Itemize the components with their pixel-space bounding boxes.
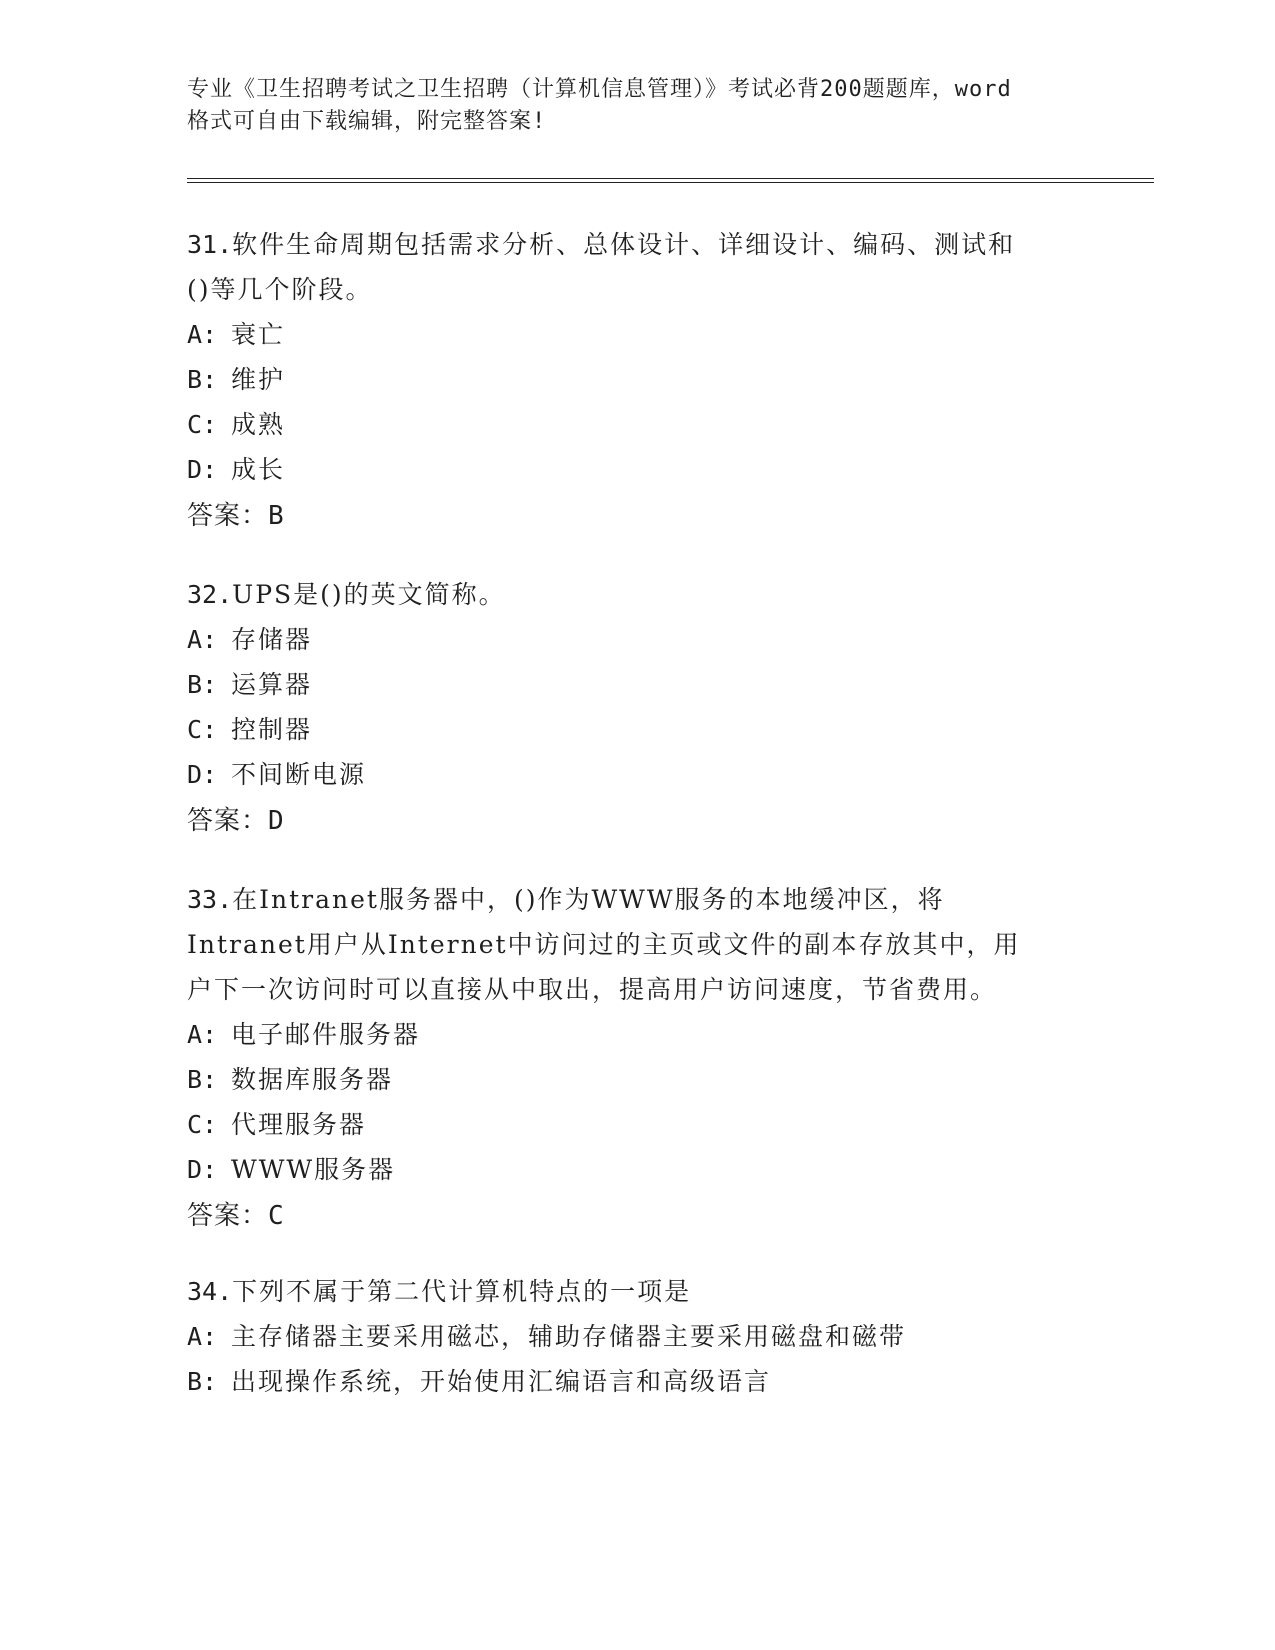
answer-value: C bbox=[268, 1201, 285, 1231]
option-key: B: bbox=[187, 1065, 218, 1094]
option-a bbox=[187, 617, 1087, 662]
question-line: Intranet用户从Internet中访问过的主页或文件的副本存放其中，用 bbox=[187, 930, 1021, 959]
option-d bbox=[187, 1147, 1087, 1192]
option-text: 不间断电源 bbox=[231, 760, 367, 789]
question-line: ()等几个阶段。 bbox=[187, 275, 373, 304]
option-b bbox=[187, 1359, 1087, 1404]
question-number: 32. bbox=[187, 580, 233, 609]
question-34 bbox=[187, 1269, 1087, 1404]
option-text: 控制器 bbox=[231, 715, 313, 744]
option-text: WWW服务器 bbox=[231, 1155, 396, 1184]
option-key: C: bbox=[187, 1110, 218, 1139]
question-line: 户下一次访问时可以直接从中取出，提高用户访问速度，节省费用。 bbox=[187, 975, 998, 1004]
question-line: 下列不属于第二代计算机特点的一项是 bbox=[232, 1277, 692, 1306]
answer-line bbox=[187, 799, 1087, 844]
answer-label: 答案： bbox=[187, 1201, 269, 1231]
question-number: 34. bbox=[187, 1277, 233, 1306]
option-key: C: bbox=[187, 715, 218, 744]
option-b bbox=[187, 357, 1087, 402]
option-a bbox=[187, 1314, 1087, 1359]
question-text bbox=[187, 222, 1087, 267]
option-c bbox=[187, 1102, 1087, 1147]
option-key: D: bbox=[187, 760, 218, 789]
option-key: D: bbox=[187, 1155, 218, 1184]
answer-line bbox=[187, 494, 1087, 539]
option-key: B: bbox=[187, 670, 218, 699]
option-key: D: bbox=[187, 455, 218, 484]
option-b bbox=[187, 1057, 1087, 1102]
option-c bbox=[187, 707, 1087, 752]
question-text bbox=[187, 877, 1087, 922]
question-33 bbox=[187, 877, 1087, 1239]
option-key: B: bbox=[187, 365, 218, 394]
option-b bbox=[187, 662, 1087, 707]
option-key: B: bbox=[187, 1367, 218, 1396]
option-text: 维护 bbox=[231, 365, 286, 394]
question-line: UPS是()的英文简称。 bbox=[232, 580, 506, 609]
question-line: 软件生命周期包括需求分析、总体设计、详细设计、编码、测试和 bbox=[232, 230, 1016, 259]
option-text: 衰亡 bbox=[231, 320, 286, 349]
option-key: A: bbox=[187, 1020, 218, 1049]
option-d bbox=[187, 447, 1087, 492]
option-key: A: bbox=[187, 625, 218, 654]
question-32 bbox=[187, 572, 1087, 844]
option-text: 成长 bbox=[231, 455, 286, 484]
option-text: 成熟 bbox=[231, 410, 286, 439]
option-c bbox=[187, 402, 1087, 447]
option-text: 代理服务器 bbox=[231, 1110, 367, 1139]
option-d bbox=[187, 752, 1087, 797]
option-text: 出现操作系统，开始使用汇编语言和高级语言 bbox=[231, 1367, 772, 1396]
option-text: 存储器 bbox=[231, 625, 313, 654]
answer-value: D bbox=[268, 806, 285, 836]
question-number: 31. bbox=[187, 230, 233, 259]
option-a bbox=[187, 312, 1087, 357]
document-header bbox=[187, 74, 1087, 138]
option-key: A: bbox=[187, 320, 218, 349]
question-text bbox=[187, 572, 1087, 617]
question-text bbox=[187, 1269, 1087, 1314]
option-text: 主存储器主要采用磁芯，辅助存储器主要采用磁盘和磁带 bbox=[231, 1322, 907, 1351]
option-key: C: bbox=[187, 410, 218, 439]
option-key: A: bbox=[187, 1322, 218, 1351]
question-line: 在Intranet服务器中，()作为WWW服务的本地缓冲区，将 bbox=[232, 885, 945, 914]
question-number: 33. bbox=[187, 885, 233, 914]
answer-line bbox=[187, 1194, 1087, 1239]
answer-label: 答案： bbox=[187, 501, 269, 531]
header-line-1: 专业《卫生招聘考试之卫生招聘（计算机信息管理）》考试必背200题题库，word bbox=[187, 77, 1012, 102]
question-31 bbox=[187, 222, 1087, 539]
answer-value: B bbox=[268, 501, 285, 531]
option-text: 运算器 bbox=[231, 670, 313, 699]
option-text: 电子邮件服务器 bbox=[231, 1020, 421, 1049]
answer-label: 答案： bbox=[187, 806, 269, 836]
header-divider bbox=[187, 178, 1154, 183]
header-line-2: 格式可自由下载编辑，附完整答案! bbox=[187, 109, 547, 134]
option-text: 数据库服务器 bbox=[231, 1065, 394, 1094]
option-a bbox=[187, 1012, 1087, 1057]
